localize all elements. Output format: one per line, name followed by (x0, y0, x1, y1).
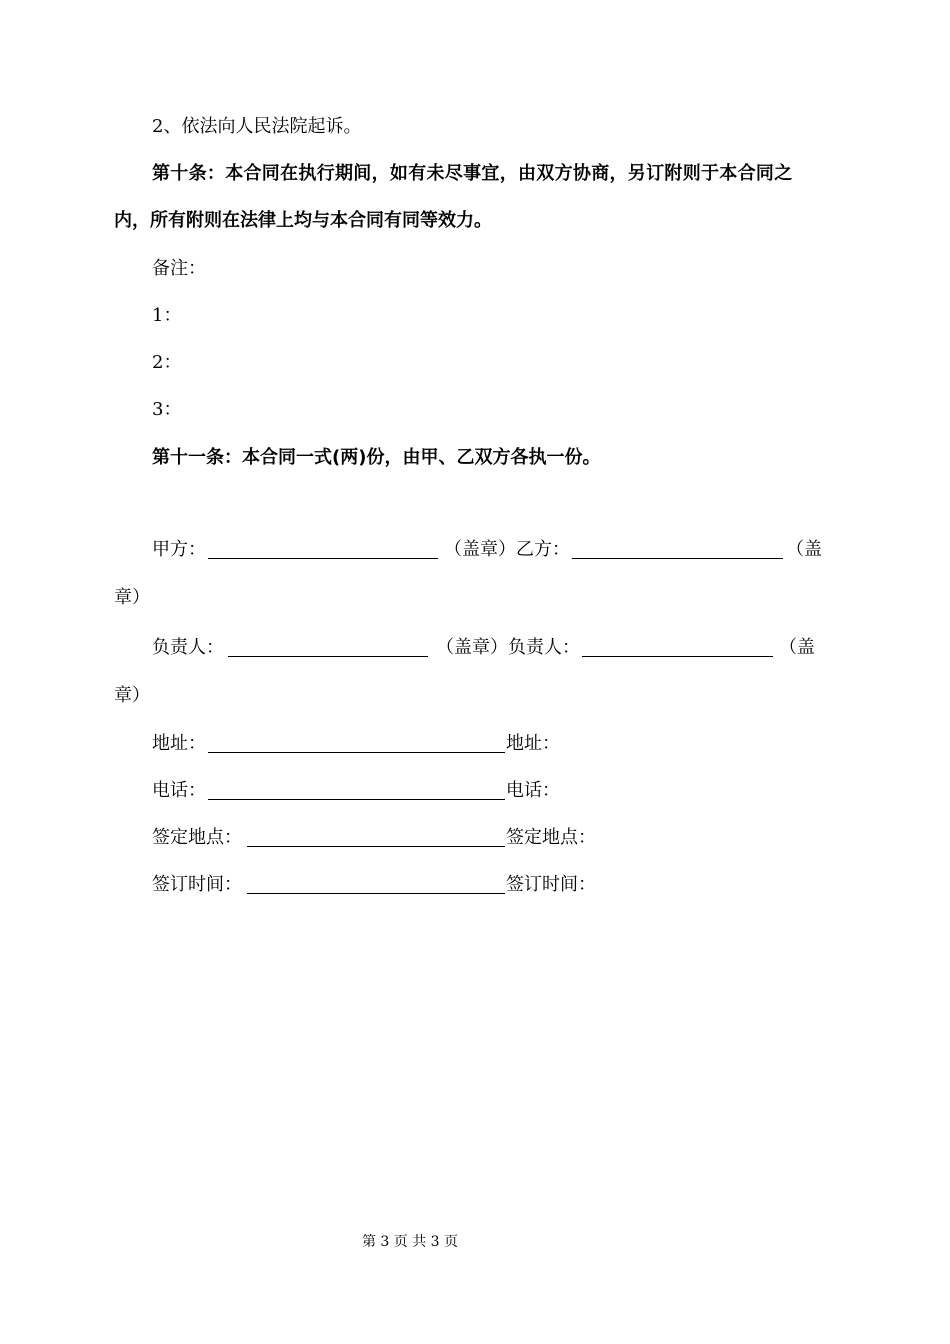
address-line (208, 752, 505, 753)
sign-place-b-label: 签定地点： (506, 827, 596, 848)
sign-time-line (247, 893, 505, 894)
clause-item-2: 2、依法向人民法院起诉。 (152, 116, 362, 137)
article-10-line-1: 第十条：本合同在执行期间，如有未尽事宜，由双方协商，另订附则于本合同之 (152, 163, 793, 184)
article-11: 第十一条：本合同一式(两)份，由甲、乙双方各执一份。 (152, 447, 601, 468)
party-a-line (208, 558, 438, 559)
article-10-line-2: 内，所有附则在法律上均与本合同有同等效力。 (114, 210, 492, 231)
sign-place-line (247, 846, 505, 847)
seal-close: 章） (114, 587, 150, 608)
seal-open-2: （盖 (779, 637, 815, 658)
party-b-line (572, 558, 783, 559)
remark-1: 1： (152, 305, 182, 326)
seal-open: （盖 (786, 539, 822, 560)
seal-responsible-b-label: （盖章）负责人： (436, 637, 580, 658)
remark-3: 3： (152, 399, 182, 420)
page-footer: 第 3 页 共 3 页 (361, 1234, 459, 1250)
sign-time-b-label: 签订时间： (506, 874, 596, 895)
address-b-label: 地址： (506, 733, 560, 754)
phone-b-label: 电话： (506, 780, 560, 801)
address-a-label: 地址： (152, 733, 206, 754)
responsible-a-line (228, 656, 428, 657)
remark-2: 2： (152, 352, 182, 373)
party-a-label: 甲方： (152, 539, 206, 560)
seal-close-2: 章） (114, 685, 150, 706)
remarks-label: 备注： (152, 258, 206, 279)
sign-time-a-label: 签订时间： (152, 874, 242, 895)
responsible-b-line (582, 656, 773, 657)
phone-line (208, 799, 505, 800)
seal-party-b-label: （盖章）乙方： (444, 539, 570, 560)
responsible-a-label: 负责人： (152, 637, 224, 658)
sign-place-a-label: 签定地点： (152, 827, 242, 848)
phone-a-label: 电话： (152, 780, 206, 801)
